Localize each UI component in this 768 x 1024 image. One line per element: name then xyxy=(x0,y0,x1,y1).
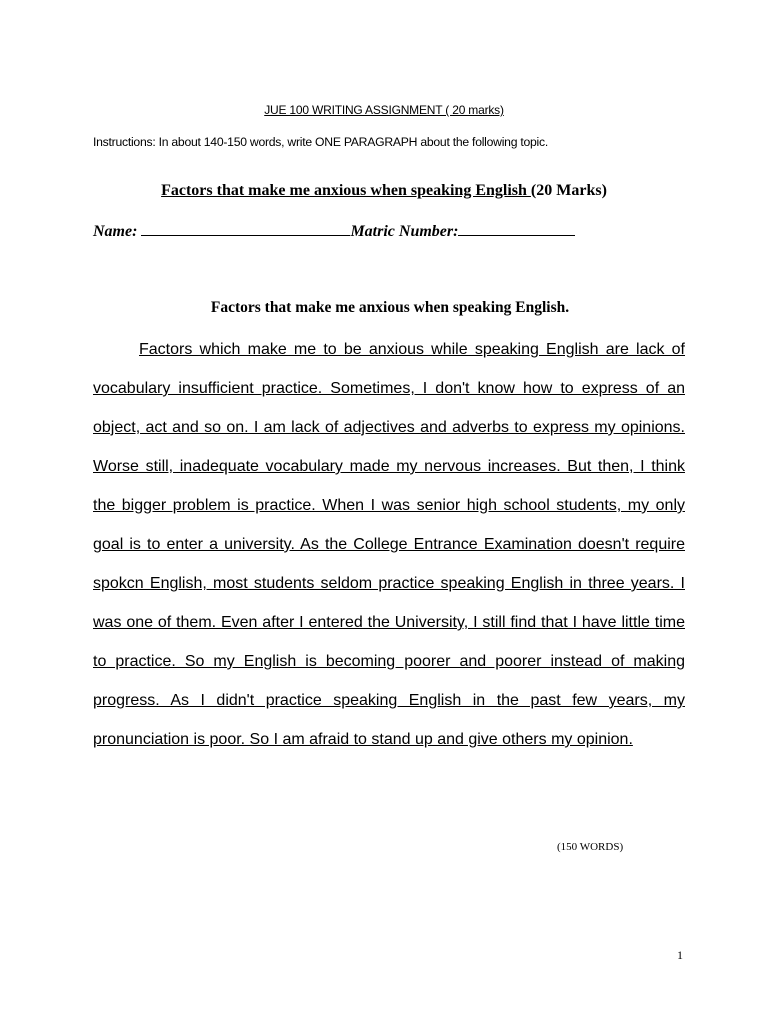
page-number: 1 xyxy=(677,948,683,962)
matric-number-label: Matric Number: xyxy=(350,223,459,240)
essay-paragraph: Factors which make me to be anxious while speaking English are lack of vocabulary insufficient practice. Sometimes, I don't know how to express of an object, act and so on. I am lack of adjectives and adverbs to express my opinions. Worse still, inadequate vocabulary made my nervous increases. But then, I think the bigger problem is practice. When I was senior high school students, my only goal is to enter a university. As the College Entrance Examination doesn't require spokcn English, most students seldom practice speaking English in three years. I was one of them. Even after I entered the University, I still find that I have little time to practice. So my English is becoming poorer and poorer instead of making progress. As I didn't practice speaking English in the past few years, my pronunciation is poor. So I am afraid to stand up and give others my opinion. xyxy=(93,341,685,748)
instructions-text: Instructions: In about 140-150 words, write ONE PARAGRAPH about the following topic. xyxy=(93,135,548,149)
name-label: Name: xyxy=(93,223,142,240)
topic-marks: (20 Marks) xyxy=(530,182,607,199)
name-blank[interactable] xyxy=(141,221,350,236)
assignment-header: JUE 100 WRITING ASSIGNMENT ( 20 marks) xyxy=(264,103,504,117)
matric-number-blank[interactable] xyxy=(458,221,575,236)
topic-title: Factors that make me anxious when speaking English xyxy=(161,182,531,199)
topic-heading xyxy=(0,182,768,200)
student-info-row xyxy=(93,221,653,241)
essay-title: Factors that make me anxious when speaking English. xyxy=(210,299,570,316)
word-count: (150 WORDS) xyxy=(557,841,624,853)
